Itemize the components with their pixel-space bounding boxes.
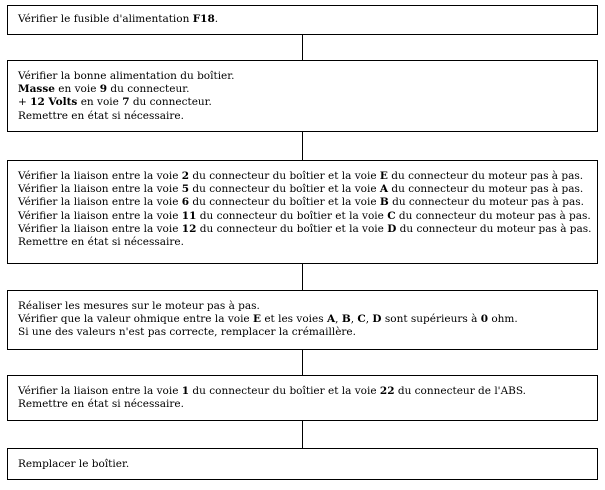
step-box-3	[7, 160, 598, 264]
text-run: du connecteur du moteur pas à pas.	[396, 222, 592, 235]
text-run: Remettre en état si nécessaire.	[18, 236, 184, 249]
text-run: Vérifier la liaison entre la voie	[18, 196, 182, 209]
text-run: du connecteur du boîtier et la voie	[189, 183, 380, 196]
text-run: ,	[350, 313, 358, 326]
bold-value: B	[341, 313, 351, 326]
bold-value: E	[252, 313, 261, 326]
text-run: Vérifier la liaison entre la voie	[18, 385, 182, 397]
bold-value: 9	[99, 83, 108, 96]
text-run: +	[18, 96, 31, 109]
text-run: sont supérieurs à	[381, 313, 481, 326]
bold-value: 0	[480, 313, 488, 326]
text-run: Si une des valeurs n'est pas correcte, remplacer la crémaillère.	[18, 326, 356, 339]
text-run: ohm.	[488, 313, 518, 326]
text-run: du connecteur du moteur pas à pas.	[388, 183, 584, 196]
text-run: du connecteur du boîtier et la voie	[189, 170, 380, 182]
step-line	[18, 96, 591, 109]
bold-value: F18	[192, 13, 215, 25]
text-run: et les voies	[261, 313, 327, 326]
text-run: Remplacer le boîtier.	[18, 458, 130, 470]
text-run: Vérifier la liaison entre la voie	[18, 170, 182, 182]
flow-connector-line	[302, 35, 303, 60]
bold-value: 7	[122, 96, 130, 109]
text-run: du connecteur du boîtier et la voie	[189, 196, 380, 209]
text-run: ,	[365, 313, 373, 326]
text-run: du connecteur.	[107, 83, 190, 96]
step-line	[18, 236, 591, 249]
text-run: du connecteur de l'ABS.	[394, 385, 527, 397]
step-line	[18, 110, 591, 123]
step-line	[18, 398, 591, 411]
step-line	[18, 13, 591, 26]
bold-value: 12	[181, 222, 197, 235]
text-run: Vérifier que la valeur ohmique entre la voie	[18, 313, 253, 326]
text-run: en voie	[54, 83, 100, 96]
text-run: du connecteur.	[129, 96, 212, 109]
step-line	[18, 196, 591, 209]
bold-value: Masse	[18, 83, 55, 96]
text-run: du connecteur du boîtier et la voie	[189, 385, 380, 397]
step-text	[18, 300, 591, 340]
bold-value: 22	[379, 385, 395, 397]
bold-value: D	[387, 222, 397, 235]
bold-value: 5	[181, 183, 190, 196]
text-run: du connecteur du boîtier et la voie	[196, 222, 388, 235]
text-run: Remettre en état si nécessaire.	[18, 398, 184, 411]
step-text	[18, 458, 591, 471]
bold-value: A	[326, 313, 336, 326]
text-run: Réaliser les mesures sur le moteur pas à pas.	[18, 300, 260, 312]
text-run: Vérifier le fusible d'alimentation	[18, 13, 193, 25]
step-line	[18, 170, 591, 183]
step-text	[18, 13, 591, 26]
flow-connector-line	[302, 264, 303, 290]
bold-value: B	[379, 196, 389, 209]
text-run: Vérifier la liaison entre la voie	[18, 209, 182, 222]
step-box-5	[7, 375, 598, 421]
text-run: Vérifier la bonne alimentation du boîtier.	[18, 70, 235, 82]
step-box-2	[7, 60, 598, 132]
step-box-4	[7, 290, 598, 350]
bold-value: 11	[181, 209, 197, 222]
step-line	[18, 210, 591, 223]
step-line	[18, 70, 591, 83]
step-box-1	[7, 5, 598, 35]
bold-value: C	[387, 209, 396, 222]
step-text	[18, 70, 591, 123]
step-line	[18, 300, 591, 313]
bold-value: 1	[181, 385, 190, 397]
step-box-6	[7, 448, 598, 480]
text-run: du connecteur du moteur pas à pas.	[395, 209, 591, 222]
bold-value: C	[357, 313, 366, 326]
text-run: du connecteur du moteur pas à pas.	[388, 196, 584, 209]
step-line	[18, 326, 591, 339]
flow-connector-line	[302, 350, 303, 375]
bold-value: 6	[181, 196, 190, 209]
step-line	[18, 223, 591, 236]
text-run: ,	[335, 313, 342, 326]
step-text	[18, 170, 591, 249]
step-line	[18, 183, 591, 196]
text-run: Vérifier la liaison entre la voie	[18, 183, 182, 196]
text-run: .	[214, 13, 219, 25]
bold-value: E	[379, 170, 388, 182]
flow-connector-line	[302, 421, 303, 448]
bold-value: D	[372, 313, 382, 326]
step-line	[18, 313, 591, 326]
step-text	[18, 385, 591, 411]
step-line	[18, 385, 591, 398]
step-line	[18, 458, 591, 471]
step-line	[18, 83, 591, 96]
flow-connector-line	[302, 132, 303, 160]
text-run: du connecteur du boîtier et la voie	[196, 209, 388, 222]
bold-value: A	[379, 183, 389, 196]
bold-value: 12 Volts	[30, 96, 78, 109]
text-run: Remettre en état si nécessaire.	[18, 109, 184, 122]
text-run: du connecteur du moteur pas à pas.	[387, 170, 584, 182]
bold-value: 2	[181, 170, 190, 182]
text-run: Vérifier la liaison entre la voie	[18, 222, 182, 235]
text-run: en voie	[77, 96, 123, 109]
